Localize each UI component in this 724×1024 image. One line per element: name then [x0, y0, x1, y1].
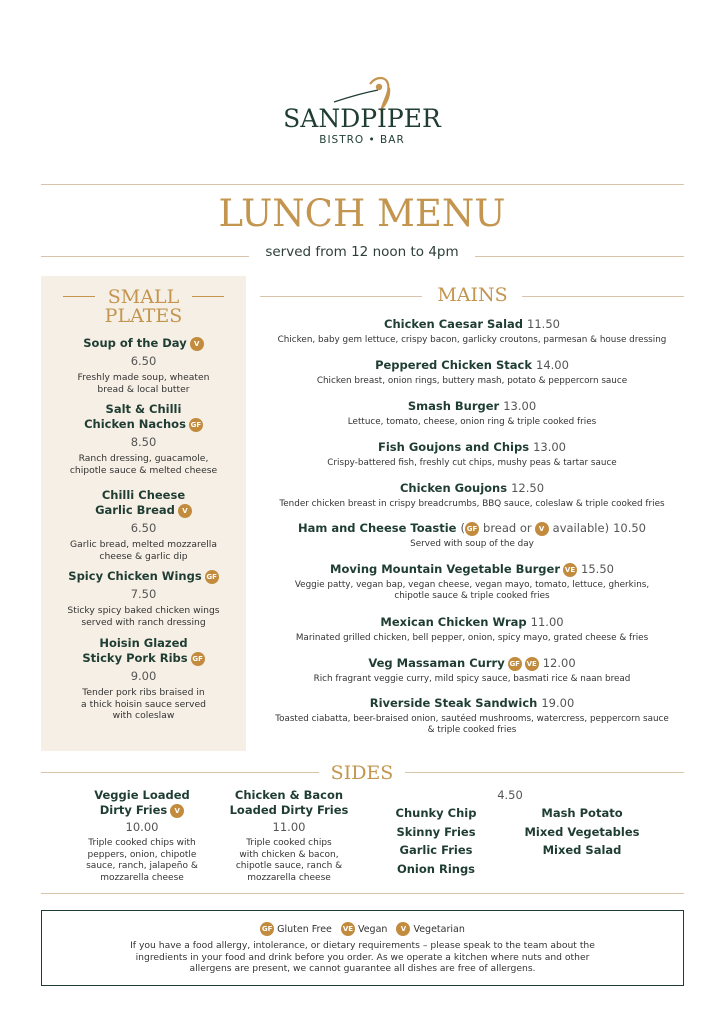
vegetarian-badge: V [396, 922, 410, 936]
item-name: Chilli Cheese [101, 488, 186, 502]
divider [522, 296, 684, 297]
gluten-free-badge: GF [465, 522, 479, 536]
menu-item [257, 562, 687, 602]
sides-price: 4.50 [497, 788, 523, 802]
item-price: 15.50 [581, 562, 614, 576]
divider [192, 296, 224, 297]
item-price: 6.50 [130, 521, 157, 535]
allergy-info-box [41, 910, 684, 986]
vegan-badge: VE [525, 657, 539, 671]
menu-item [257, 317, 687, 346]
menu-item [41, 488, 246, 562]
allergy-text: If you have a food allergy, intolerance, or dietary requirements – please speak to the team about the [130, 940, 595, 951]
divider [405, 772, 684, 773]
menu-item [41, 569, 246, 628]
small-plates-panel [41, 276, 246, 751]
item-description: mozzarella cheese [247, 872, 331, 883]
item-description: sauce, ranch, jalapeño & [86, 861, 198, 871]
menu-item [257, 656, 687, 685]
item-description: Ranch dressing, guacamole, [78, 453, 209, 464]
small-plates-heading: PLATES [104, 305, 183, 327]
item-name: Riverside Steak Sandwich [369, 696, 538, 710]
menu-item [257, 615, 687, 644]
item-description: Tender pork ribs braised in [82, 687, 205, 698]
item-note: available) [552, 521, 610, 535]
item-description: mozzarella cheese [100, 872, 184, 883]
item-description: Toasted ciabatta, beer-braised onion, sautéed mushrooms, watercress, peppercorn sauce [275, 714, 669, 724]
brand-name: SANDPIPER [283, 104, 441, 133]
item-name: Loaded Dirty Fries [229, 803, 349, 817]
divider [41, 772, 319, 773]
menu-item [257, 481, 687, 510]
side-item: Mash Potato [541, 806, 623, 820]
item-price: 11.00 [530, 615, 564, 629]
side-item [215, 788, 363, 884]
item-price: 8.50 [130, 435, 157, 449]
item-name: Garlic Bread [95, 503, 175, 517]
item-price: 10.50 [613, 521, 647, 535]
gluten-free-badge: GF [189, 418, 203, 432]
sides-heading: SIDES [330, 762, 394, 784]
legend-label: Vegetarian [413, 924, 465, 935]
gluten-free-badge: GF [260, 922, 274, 936]
allergy-text: allergens are present, we cannot guarantee all dishes are free of allergens. [189, 963, 536, 974]
item-name: Spicy Chicken Wings [68, 569, 202, 583]
item-name: Fish Goujons and Chips [377, 440, 530, 454]
sides-list [370, 804, 502, 878]
item-price: 7.50 [130, 587, 157, 601]
item-price: 11.50 [527, 317, 560, 331]
item-description: served with ranch dressing [81, 616, 206, 628]
menu-item [41, 402, 246, 476]
vegetarian-badge: V [170, 804, 184, 818]
item-description: Chicken breast, onion rings, buttery mash, potato & peppercorn sauce [316, 376, 628, 386]
item-description: Lettuce, tomato, cheese, onion ring & triple cooked fries [347, 417, 597, 427]
item-description: Sticky spicy baked chicken wings [67, 605, 220, 616]
side-item: Onion Rings [396, 861, 476, 876]
sides-list [512, 804, 652, 860]
menu-item [41, 636, 246, 722]
item-note: ( [460, 521, 465, 535]
item-description: chipotle sauce & triple cooked fries [394, 591, 550, 601]
item-name: Mexican Chicken Wrap [380, 615, 527, 629]
allergy-text: ingredients in your food and drink before you order. As we operate a kitchen where nuts and other [135, 951, 590, 963]
vegan-badge: VE [563, 563, 577, 577]
item-description: Triple cooked chips [246, 838, 332, 848]
allergy-notice [102, 940, 623, 975]
item-name: Hoisin Glazed [99, 636, 188, 650]
item-description: Marinated grilled chicken, bell pepper, onion, spicy mayo, grated cheese & fries [295, 633, 649, 643]
side-item: Mixed Vegetables [524, 824, 640, 839]
item-description: Garlic bread, melted mozzarella [70, 539, 217, 550]
item-description: & triple cooked fries [427, 725, 517, 735]
item-price: 12.50 [511, 481, 545, 495]
item-price: 13.00 [503, 399, 537, 413]
item-name: Smash Burger [407, 399, 500, 413]
logo [262, 70, 462, 150]
item-description: peppers, onion, chipotle [87, 849, 197, 860]
item-price: 6.50 [130, 354, 157, 368]
item-name: Chicken Nachos [84, 417, 186, 431]
item-name: Dirty Fries [99, 803, 168, 817]
item-description: Served with soup of the day [410, 539, 534, 549]
item-name: Sticky Pork Ribs [82, 651, 188, 665]
side-item: Garlic Fries [399, 843, 473, 857]
divider [475, 256, 684, 257]
item-name: Peppered Chicken Stack [375, 358, 532, 372]
legend-label: Gluten Free [277, 924, 332, 935]
item-name: Chicken Caesar Salad [384, 317, 524, 331]
item-name: Ham and Cheese Toastie [297, 521, 457, 535]
item-description: Crispy-battered fish, freshly cut chips, mushy peas & tartar sauce [327, 458, 617, 468]
item-price: 19.00 [541, 696, 575, 710]
dietary-legend [42, 922, 683, 936]
item-price: 9.00 [130, 669, 157, 683]
item-price: 13.00 [533, 440, 567, 454]
gluten-free-badge: GF [508, 657, 522, 671]
menu-item [257, 358, 687, 387]
item-price: 10.00 [125, 820, 159, 834]
item-description: chipotle sauce, ranch & [235, 861, 343, 871]
side-item [66, 788, 218, 884]
vegetarian-badge: V [535, 522, 549, 536]
item-description: Chicken, baby gem lettuce, crispy bacon, garlicky croutons, parmesan & house dressing [277, 335, 667, 345]
menu-item [257, 399, 687, 428]
item-price: 11.00 [272, 820, 306, 834]
item-name: Chicken & Bacon [234, 788, 344, 802]
legend-label: Vegan [357, 924, 388, 935]
item-description: chipotle sauce & melted cheese [69, 464, 218, 476]
item-name: Veggie Loaded [94, 788, 190, 802]
item-note: bread or [483, 521, 532, 535]
menu-item [257, 696, 687, 736]
mains-heading: MAINS [437, 284, 508, 306]
item-description: Freshly made soup, wheaten [77, 372, 210, 383]
menu-item [257, 521, 687, 550]
item-description: a thick hoisin sauce served [81, 698, 206, 710]
vegetarian-badge: V [178, 504, 192, 518]
small-plates-heading: SMALL [107, 286, 180, 308]
divider [260, 296, 422, 297]
item-description: bread & local butter [97, 383, 190, 395]
served-times: served from 12 noon to 4pm [265, 244, 459, 260]
item-description: cheese & garlic dip [99, 550, 188, 562]
item-description: Rich fragrant veggie curry, mild spicy sauce, basmati rice & naan bread [313, 674, 631, 684]
side-item: Chunky Chip [395, 806, 477, 820]
item-name: Chicken Goujons [399, 481, 508, 495]
item-price: 12.00 [542, 656, 576, 670]
item-description: with coleslaw [112, 710, 175, 721]
menu-item [41, 336, 246, 395]
item-description: Tender chicken breast in crispy breadcrumbs, BBQ sauce, coleslaw & triple cooked fries [279, 499, 665, 509]
page-title: LUNCH MENU [218, 192, 506, 235]
item-price: 14.00 [536, 358, 569, 372]
item-name: Soup of the Day [83, 336, 187, 350]
item-description: with chicken & bacon, [239, 849, 339, 860]
item-name: Salt & Chilli [105, 402, 182, 416]
item-name: Moving Mountain Vegetable Burger [330, 562, 561, 576]
item-description: Veggie patty, vegan bap, vegan cheese, vegan mayo, tomato, lettuce, gherkins, [294, 580, 650, 590]
gluten-free-badge: GF [205, 570, 219, 584]
menu-item [257, 440, 687, 469]
item-name: Veg Massaman Curry [368, 656, 505, 670]
item-description: Triple cooked chips with [88, 838, 196, 848]
gluten-free-badge: GF [191, 652, 205, 666]
vegetarian-badge: V [190, 337, 204, 351]
divider [41, 893, 684, 894]
vegan-badge: VE [341, 922, 355, 936]
side-item: Mixed Salad [542, 843, 622, 857]
divider [41, 184, 684, 185]
brand-subtitle: BISTRO • BAR [319, 134, 405, 146]
side-item: Skinny Fries [396, 824, 476, 839]
